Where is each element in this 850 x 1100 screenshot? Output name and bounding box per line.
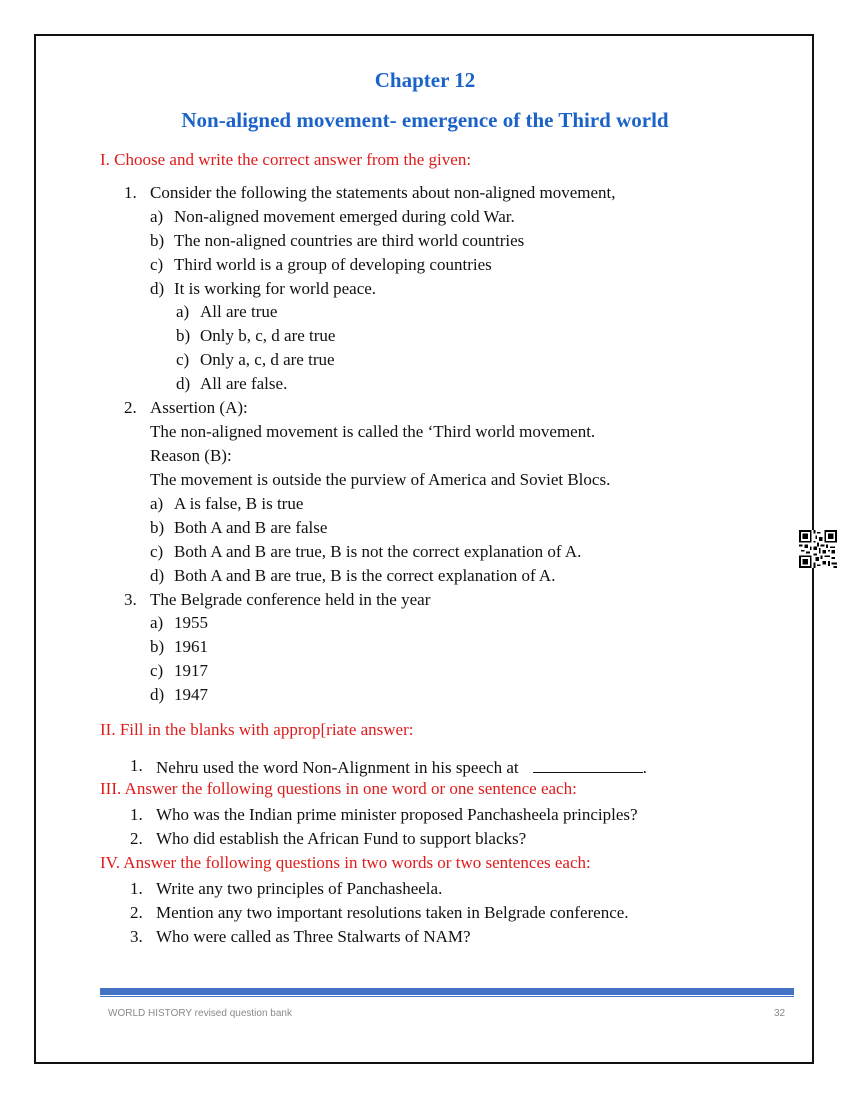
assertion-text: The non-aligned movement is called the ‘Third world movement. xyxy=(150,422,596,441)
question-3 xyxy=(124,590,431,610)
assertion-label: Assertion (A): xyxy=(150,398,248,417)
question-number: 2. xyxy=(124,398,137,417)
fill-blank-item: 1. Nehru used the word Non-Alignment in his speech at . xyxy=(130,756,647,777)
section-3-heading: III. Answer the following questions in one word or one sentence each: xyxy=(100,779,577,798)
page-number: 32 xyxy=(774,1008,786,1019)
option-item: a) All are true xyxy=(176,302,278,321)
option-item: d) Both A and B are true, B is the correct explanation of A. xyxy=(150,566,556,585)
footer-rule xyxy=(100,988,794,995)
reason-label: Reason (B): xyxy=(150,446,232,465)
statement-item: c) Third world is a group of developing countries xyxy=(150,255,492,274)
option-item: c) 1917 xyxy=(150,661,208,680)
chapter-title: Chapter 12 xyxy=(374,68,476,92)
question-number: 1. xyxy=(124,183,137,202)
option-item: c) Only a, c, d are true xyxy=(176,350,335,369)
section-2-heading: II. Fill in the blanks with approp[riate answer: xyxy=(100,720,414,739)
question-2 xyxy=(124,398,248,418)
option-item: b) Only b, c, d are true xyxy=(176,326,336,345)
question-text: Consider the following the statements about non-aligned movement, xyxy=(150,183,616,202)
qr-code-icon[interactable] xyxy=(799,530,837,568)
list-item: 1. Write any two principles of Panchasheela. xyxy=(130,879,443,898)
list-item: 2. Mention any two important resolutions taken in Belgrade conference. xyxy=(130,903,629,922)
answer-blank[interactable] xyxy=(533,756,643,773)
question-text: The Belgrade conference held in the year xyxy=(150,590,431,609)
option-item: d) All are false. xyxy=(176,374,288,393)
option-item: a) A is false, B is true xyxy=(150,494,304,513)
statement-item: b) The non-aligned countries are third world countries xyxy=(150,231,525,250)
list-item: 3. Who were called as Three Stalwarts of NAM? xyxy=(130,927,471,946)
option-item: d) 1947 xyxy=(150,685,208,704)
question-number: 3. xyxy=(124,590,137,609)
statement-item: a) Non-aligned movement emerged during cold War. xyxy=(150,207,515,226)
section-1-heading: I. Choose and write the correct answer from the given: xyxy=(100,150,472,169)
footer-rule-thin xyxy=(100,996,794,997)
option-item: a) 1955 xyxy=(150,613,208,632)
option-item: c) Both A and B are true, B is not the correct explanation of A. xyxy=(150,542,582,561)
question-1 xyxy=(124,183,616,203)
chapter-subtitle: Non-aligned movement- emergence of the Third world xyxy=(181,108,669,132)
section-4-heading: IV. Answer the following questions in two words or two sentences each: xyxy=(100,853,591,872)
statement-item: d) It is working for world peace. xyxy=(150,279,377,298)
reason-text: The movement is outside the purview of America and Soviet Blocs. xyxy=(150,470,611,489)
option-item: b) 1961 xyxy=(150,637,208,656)
list-item: 1. Who was the Indian prime minister proposed Panchasheela principles? xyxy=(130,805,638,824)
list-item: 2. Who did establish the African Fund to support blacks? xyxy=(130,829,527,848)
option-item: b) Both A and B are false xyxy=(150,518,328,537)
footer-title: WORLD HISTORY revised question bank xyxy=(108,1008,292,1019)
